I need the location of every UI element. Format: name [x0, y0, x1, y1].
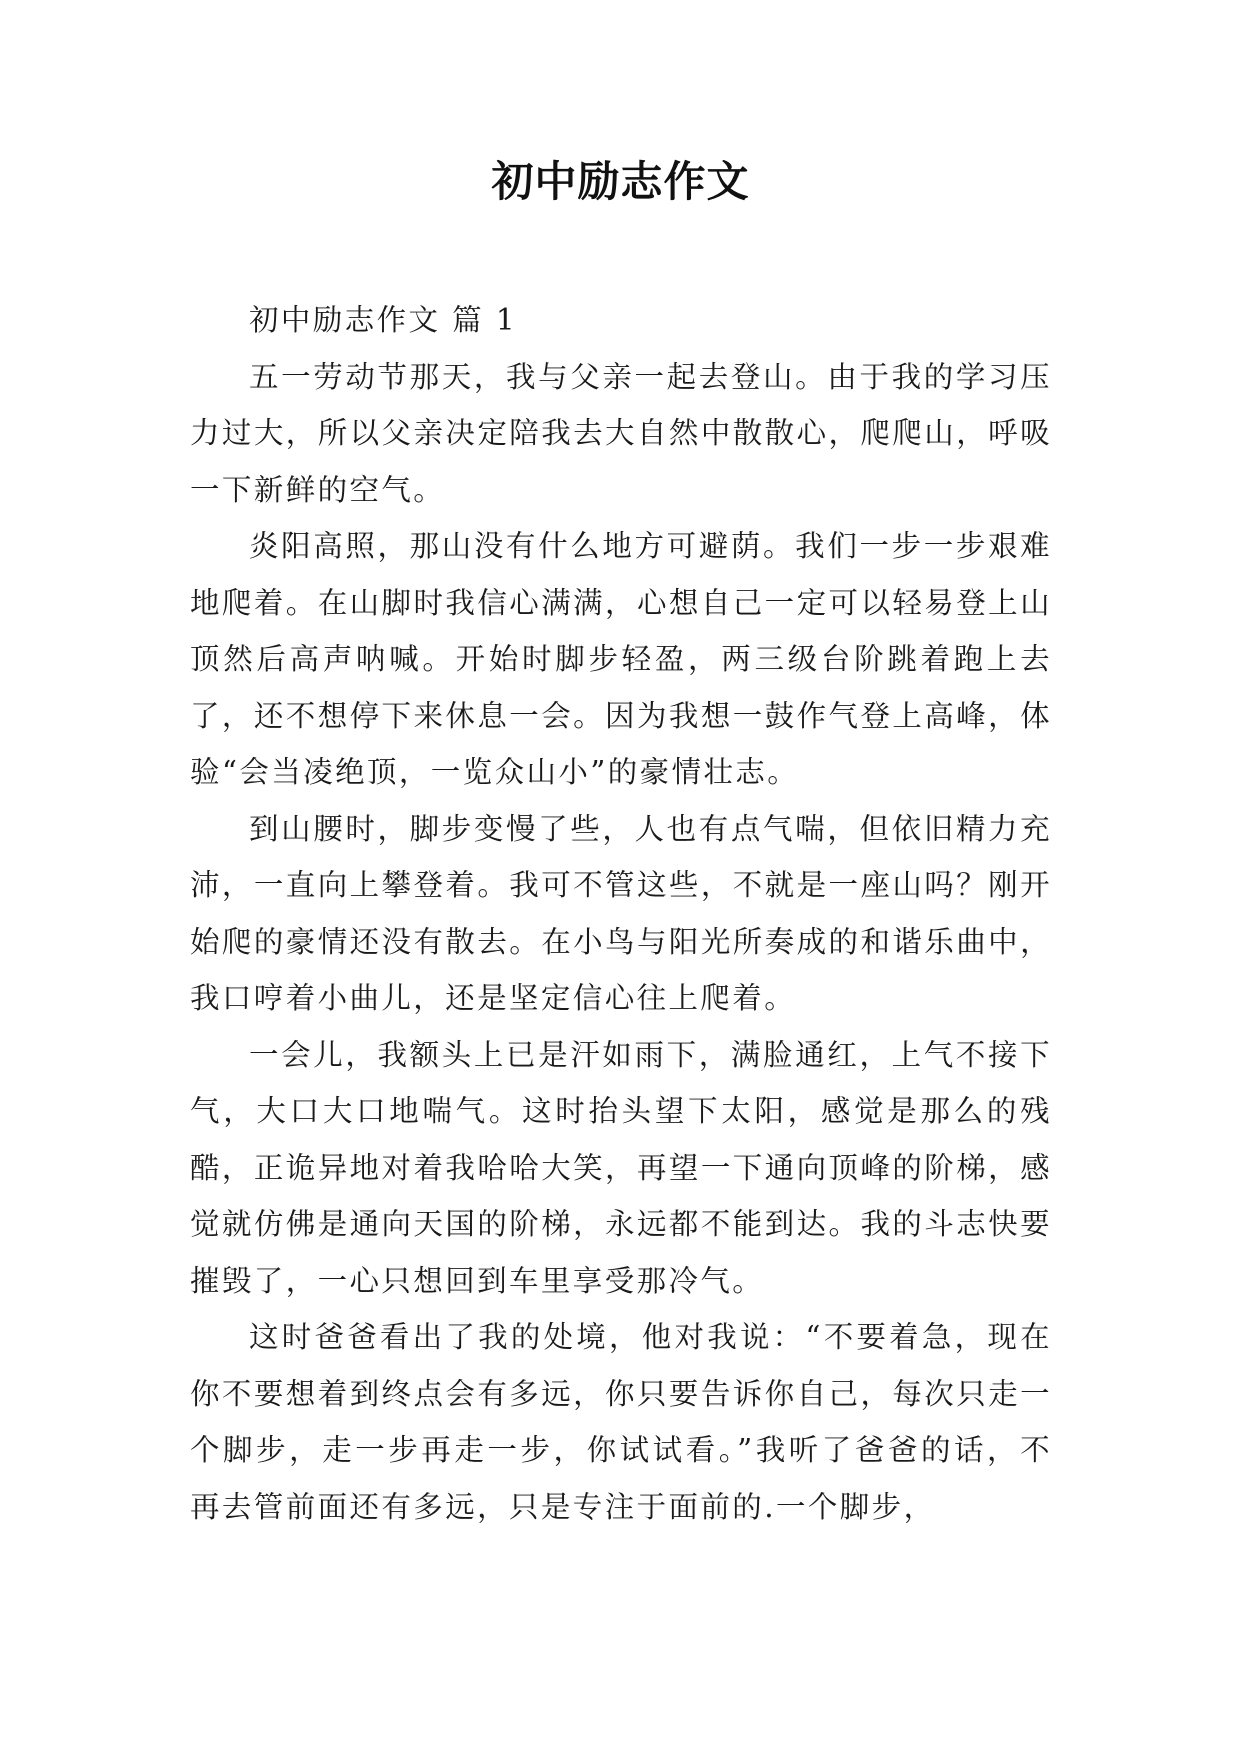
- section-heading: 初中励志作文 篇 1: [249, 303, 518, 337]
- paragraph-1: 五一劳动节那天，我与父亲一起去登山。由于我的学习压力过大，所以父亲决定陪我去大自然中散散心，爬爬山，呼吸一下新鲜的空气。: [190, 359, 1052, 507]
- document-title: 初中励志作文: [491, 157, 750, 206]
- paragraph-4: 一会儿，我额头上已是汗如雨下，满脸通红，上气不接下气，大口大口地喘气。这时抬头望下太阳，感觉是那么的残酷，正诡异地对着我哈哈大笑，再望一下通向顶峰的阶梯，感觉就仿佛是通向天国的阶梯，永远都不能到达。我的斗志快要摧毁了，一心只想回到车里享受那冷气。: [190, 1037, 1052, 1298]
- paragraph-3: 到山腰时，脚步变慢了些，人也有点气喘，但依旧精力充沛，一直向上攀登着。我可不管这些，不就是一座山吗？刚开始爬的豪情还没有散去。在小鸟与阳光所奏成的和谐乐曲中，我口哼着小曲儿，还是坚定信心往上爬着。: [190, 811, 1052, 1015]
- paragraph-2: 炎阳高照，那山没有什么地方可避荫。我们一步一步艰难地爬着。在山脚时我信心满满，心想自己一定可以轻易登上山顶然后高声呐喊。开始时脚步轻盈，两三级台阶跳着跑上去了，还不想停下来休息一会。因为我想一鼓作气登上高峰，体验“会当凌绝顶，一览众山小”的豪情壮志。: [190, 529, 1052, 789]
- paragraph-5: 这时爸爸看出了我的处境，他对我说：“不要着急，现在你不要想着到终点会有多远，你只要告诉你自己，每次只走一个脚步，走一步再走一步，你试试看。”我听了爸爸的话，不再去管前面还有多远，只是专注于面前的.一个脚步，: [190, 1320, 1052, 1524]
- document-body: [190, 292, 1052, 1535]
